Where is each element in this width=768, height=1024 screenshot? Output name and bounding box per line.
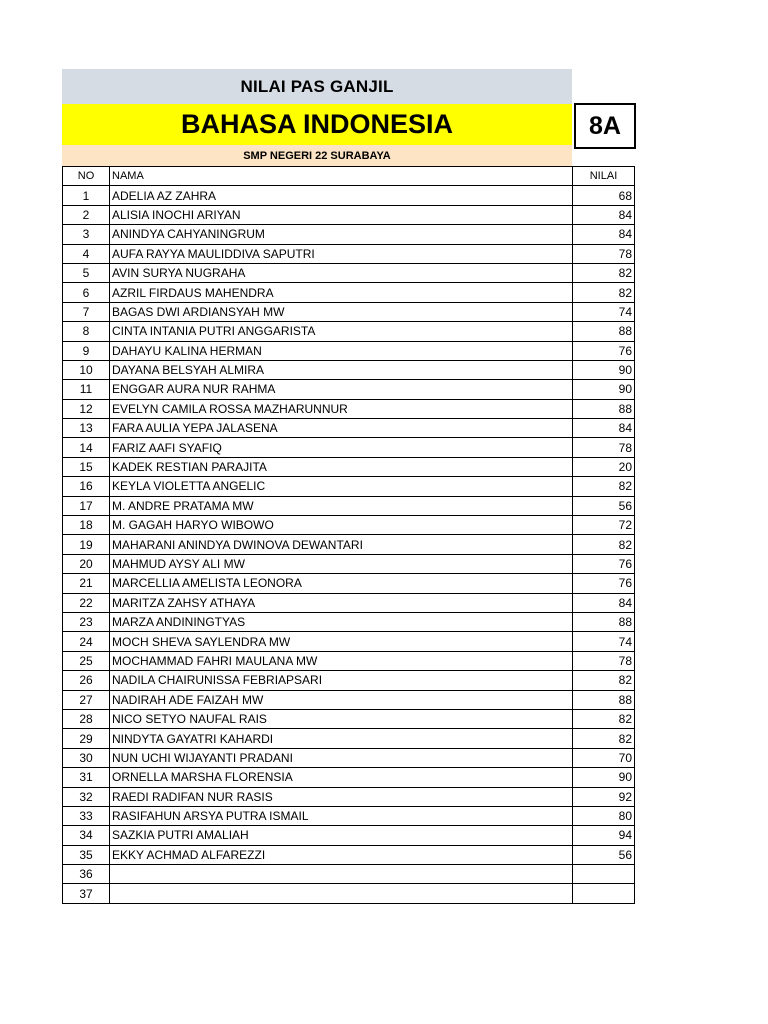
student-name: AZRIL FIRDAUS MAHENDRA — [110, 283, 573, 302]
table-row — [63, 612, 635, 631]
table-row — [63, 225, 635, 244]
row-number: 8 — [63, 322, 110, 341]
sheet-title: NILAI PAS GANJIL — [62, 69, 572, 104]
row-number: 3 — [63, 225, 110, 244]
row-number: 14 — [63, 438, 110, 457]
table-row — [63, 787, 635, 806]
student-score: 84 — [573, 593, 635, 612]
student-score: 90 — [573, 768, 635, 787]
row-number: 24 — [63, 632, 110, 651]
table-row — [63, 419, 635, 438]
student-name: RASIFAHUN ARSYA PUTRA ISMAIL — [110, 806, 573, 825]
student-name: KADEK RESTIAN PARAJITA — [110, 457, 573, 476]
row-number: 25 — [63, 651, 110, 670]
student-name: NADILA CHAIRUNISSA FEBRIAPSARI — [110, 671, 573, 690]
table-header-row — [63, 167, 635, 186]
student-score: 88 — [573, 612, 635, 631]
student-score: 78 — [573, 651, 635, 670]
class-label: 8A — [574, 103, 636, 149]
table-row — [63, 186, 635, 205]
student-score: 84 — [573, 225, 635, 244]
table-row — [63, 884, 635, 903]
student-score — [573, 884, 635, 903]
student-score: 84 — [573, 205, 635, 224]
student-score — [573, 865, 635, 884]
student-name: NUN UCHI WIJAYANTI PRADANI — [110, 748, 573, 767]
row-number: 33 — [63, 806, 110, 825]
subject-title: BAHASA INDONESIA — [62, 104, 572, 145]
student-score: 92 — [573, 787, 635, 806]
row-number: 18 — [63, 516, 110, 535]
table-row — [63, 709, 635, 728]
student-score: 72 — [573, 516, 635, 535]
student-score: 82 — [573, 709, 635, 728]
student-score: 70 — [573, 748, 635, 767]
column-header-no: NO — [63, 167, 110, 186]
table-row — [63, 244, 635, 263]
table-row — [63, 360, 635, 379]
table-row — [63, 322, 635, 341]
student-name: NICO SETYO NAUFAL RAIS — [110, 709, 573, 728]
student-score: 20 — [573, 457, 635, 476]
student-score: 82 — [573, 263, 635, 282]
student-name: BAGAS DWI ARDIANSYAH MW — [110, 302, 573, 321]
table-row — [63, 632, 635, 651]
student-score: 78 — [573, 438, 635, 457]
student-score: 68 — [573, 186, 635, 205]
student-score: 94 — [573, 826, 635, 845]
row-number: 23 — [63, 612, 110, 631]
student-score: 88 — [573, 322, 635, 341]
grades-table — [62, 166, 635, 904]
student-score: 82 — [573, 477, 635, 496]
student-name: ANINDYA CAHYANINGRUM — [110, 225, 573, 244]
table-row — [63, 263, 635, 282]
student-score: 82 — [573, 535, 635, 554]
table-row — [63, 826, 635, 845]
student-name: DAHAYU KALINA HERMAN — [110, 341, 573, 360]
table-row — [63, 748, 635, 767]
table-row — [63, 535, 635, 554]
student-score: 82 — [573, 729, 635, 748]
student-score: 76 — [573, 341, 635, 360]
student-score: 78 — [573, 244, 635, 263]
student-score: 88 — [573, 690, 635, 709]
table-row — [63, 574, 635, 593]
table-row — [63, 845, 635, 864]
student-name: EKKY ACHMAD ALFAREZZI — [110, 845, 573, 864]
student-name: MARZA ANDININGTYAS — [110, 612, 573, 631]
student-name: ADELIA AZ ZAHRA — [110, 186, 573, 205]
student-score: 56 — [573, 845, 635, 864]
table-row — [63, 438, 635, 457]
table-row — [63, 554, 635, 573]
student-score: 80 — [573, 806, 635, 825]
student-name: MOCHAMMAD FAHRI MAULANA MW — [110, 651, 573, 670]
row-number: 27 — [63, 690, 110, 709]
table-row — [63, 457, 635, 476]
student-name: CINTA INTANIA PUTRI ANGGARISTA — [110, 322, 573, 341]
row-number: 31 — [63, 768, 110, 787]
student-name: KEYLA VIOLETTA ANGELIC — [110, 477, 573, 496]
student-score: 84 — [573, 419, 635, 438]
student-score: 90 — [573, 360, 635, 379]
row-number: 15 — [63, 457, 110, 476]
table-body — [63, 186, 635, 903]
student-score: 76 — [573, 574, 635, 593]
row-number: 4 — [63, 244, 110, 263]
table-row — [63, 593, 635, 612]
row-number: 20 — [63, 554, 110, 573]
column-header-nilai: NILAI — [573, 167, 635, 186]
table-row — [63, 806, 635, 825]
table-row — [63, 651, 635, 670]
student-name: EVELYN CAMILA ROSSA MAZHARUNNUR — [110, 399, 573, 418]
row-number: 17 — [63, 496, 110, 515]
school-name: SMP NEGERI 22 SURABAYA — [62, 145, 572, 166]
student-name: ALISIA INOCHI ARIYAN — [110, 205, 573, 224]
table-row — [63, 729, 635, 748]
row-number: 11 — [63, 380, 110, 399]
table-row — [63, 671, 635, 690]
row-number: 37 — [63, 884, 110, 903]
table-row — [63, 380, 635, 399]
table-row — [63, 302, 635, 321]
student-name: MOCH SHEVA SAYLENDRA MW — [110, 632, 573, 651]
student-name: NADIRAH ADE FAIZAH MW — [110, 690, 573, 709]
student-name: AVIN SURYA NUGRAHA — [110, 263, 573, 282]
student-score: 76 — [573, 554, 635, 573]
row-number: 16 — [63, 477, 110, 496]
student-score: 74 — [573, 632, 635, 651]
table-row — [63, 205, 635, 224]
row-number: 19 — [63, 535, 110, 554]
row-number: 22 — [63, 593, 110, 612]
student-name: MARITZA ZAHSY ATHAYA — [110, 593, 573, 612]
row-number: 6 — [63, 283, 110, 302]
row-number: 5 — [63, 263, 110, 282]
student-name: SAZKIA PUTRI AMALIAH — [110, 826, 573, 845]
row-number: 29 — [63, 729, 110, 748]
table-row — [63, 477, 635, 496]
row-number: 13 — [63, 419, 110, 438]
row-number: 1 — [63, 186, 110, 205]
row-number: 2 — [63, 205, 110, 224]
student-score: 82 — [573, 671, 635, 690]
row-number: 34 — [63, 826, 110, 845]
student-name: MAHARANI ANINDYA DWINOVA DEWANTARI — [110, 535, 573, 554]
row-number: 12 — [63, 399, 110, 418]
row-number: 35 — [63, 845, 110, 864]
table-row — [63, 865, 635, 884]
row-number: 30 — [63, 748, 110, 767]
row-number: 9 — [63, 341, 110, 360]
student-score: 88 — [573, 399, 635, 418]
student-name: DAYANA BELSYAH ALMIRA — [110, 360, 573, 379]
student-name: AUFA RAYYA MAULIDDIVA SAPUTRI — [110, 244, 573, 263]
student-score: 56 — [573, 496, 635, 515]
table-row — [63, 768, 635, 787]
student-name — [110, 865, 573, 884]
row-number: 32 — [63, 787, 110, 806]
row-number: 26 — [63, 671, 110, 690]
student-name: MAHMUD AYSY ALI MW — [110, 554, 573, 573]
row-number: 10 — [63, 360, 110, 379]
student-name: RAEDI RADIFAN NUR RASIS — [110, 787, 573, 806]
student-name: FARIZ AAFI SYAFIQ — [110, 438, 573, 457]
student-name: ORNELLA MARSHA FLORENSIA — [110, 768, 573, 787]
table-row — [63, 690, 635, 709]
student-name: MARCELLIA AMELISTA LEONORA — [110, 574, 573, 593]
student-score: 82 — [573, 283, 635, 302]
student-name — [110, 884, 573, 903]
student-name: M. GAGAH HARYO WIBOWO — [110, 516, 573, 535]
table-row — [63, 399, 635, 418]
row-number: 7 — [63, 302, 110, 321]
table-row — [63, 516, 635, 535]
student-name: M. ANDRE PRATAMA MW — [110, 496, 573, 515]
row-number: 21 — [63, 574, 110, 593]
student-name: FARA AULIA YEPA JALASENA — [110, 419, 573, 438]
student-score: 90 — [573, 380, 635, 399]
table-row — [63, 496, 635, 515]
student-name: NINDYTA GAYATRI KAHARDI — [110, 729, 573, 748]
column-header-nama: NAMA — [110, 167, 573, 186]
table-row — [63, 341, 635, 360]
row-number: 36 — [63, 865, 110, 884]
student-score: 74 — [573, 302, 635, 321]
table-row — [63, 283, 635, 302]
row-number: 28 — [63, 709, 110, 728]
student-name: ENGGAR AURA NUR RAHMA — [110, 380, 573, 399]
